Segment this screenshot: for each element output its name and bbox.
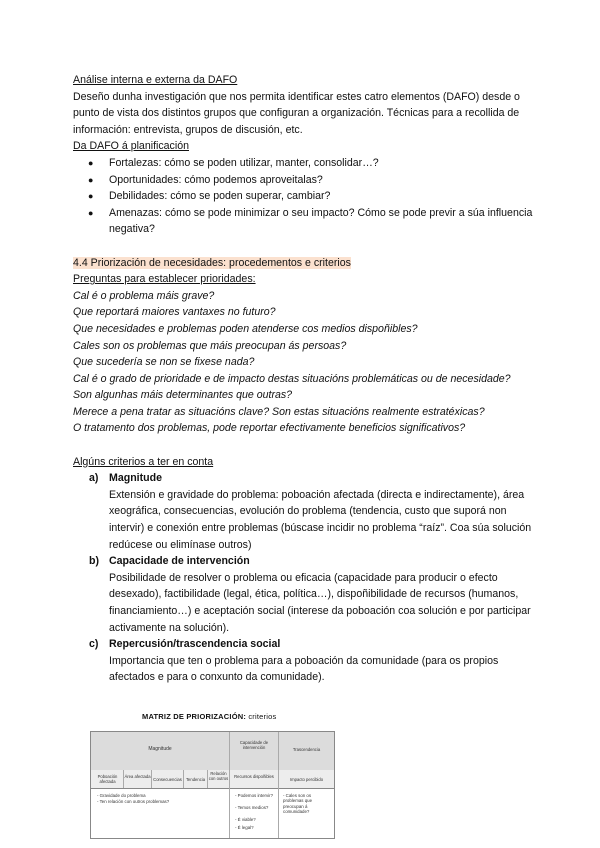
dafo-intro: Deseño dunha investigación que nos permita identificar estes catro elementos (DAFO) desde o punto de vista dos distintos grupos que configuran a organización. Técnicas para a recollida de información: entrevista, grupos de discusión, etc.: [73, 90, 520, 136]
matrix-sub-poboacion: Poboación afectada: [97, 774, 118, 784]
matrix-cell-right: - Cales son os problemas que preocupan á comunidade?: [283, 793, 313, 815]
criteria-title: Magnitude: [109, 472, 162, 485]
list-item: ● Amenazas: cómo se pode minimizar o seu impacto? Cómo se pode previr a súa influencia negativa?: [73, 205, 533, 238]
list-item: ● Oportunidades: cómo podemos aproveitalas?: [73, 172, 533, 189]
matrix-cell-mid-3: - É viable?: [235, 817, 256, 822]
matrix-sub-area: Área afectada: [124, 774, 151, 779]
question-item: Cales son os problemas que máis preocupan ás persoas?: [73, 339, 347, 352]
criteria-item: [73, 636, 533, 686]
criteria-item: [73, 553, 533, 636]
question-item: Cal é o problema máis grave?: [73, 289, 215, 302]
criteria-heading: Algúns criterios a ter en conta: [73, 455, 214, 468]
criteria-list: [73, 470, 533, 686]
criteria-item: [73, 470, 533, 553]
matrix-cell-left-2: - Ten relación con outros problemas?: [97, 799, 170, 804]
document-body: [73, 72, 533, 686]
priorization-matrix-figure: [90, 712, 333, 837]
question-item: Que reportará maiores vantaxes no futuro?: [73, 306, 276, 319]
criteria-marker: b): [89, 555, 99, 568]
criteria-title: Capacidade de intervención: [109, 555, 250, 568]
matrix-cell-mid-2: - Temos medios?: [235, 805, 269, 810]
questions-heading: Preguntas para establecer prioridades:: [73, 273, 256, 286]
matrix-sub-tendencia: Tendencia: [185, 777, 206, 782]
dafo-heading: Análise interna e externa da DAFO: [73, 74, 238, 86]
matrix-table: [90, 731, 335, 839]
dafo-bullet-list: [73, 155, 533, 238]
criteria-text: Extensión e gravidade do problema: poboación afectada (directa e indirectamente), área xeográfica, consecuencias, evolución do problema (tendencia, custo que suporá non intervir) e conexión entre problemas (búscase incidir no problema “raíz”. Coa súa solución redúcese ou elimínase outros): [109, 488, 532, 551]
matrix-sub-relacion: Relación con outros: [208, 771, 229, 781]
matrix-title-suffix: criterios: [248, 712, 277, 721]
matrix-sub-consecuencias: Consecuencias: [153, 777, 182, 782]
matrix-cell-mid-4: - É legal?: [235, 825, 254, 830]
matrix-sub-recursos: Recursos dispoñibles: [234, 774, 274, 779]
section-title: 4.4 Priorización de necesidades: procedementos e criterios: [73, 256, 351, 269]
criteria-text: Importancia que ten o problema para a poboación da comunidade (para os propios afectados e para o conxunto da comunidade).: [109, 654, 499, 684]
matrix-cell-mid-1: - Podemos intervir?: [235, 793, 274, 798]
list-item: ● Debilidades: cómo se poden superar, cambiar?: [73, 188, 533, 205]
matrix-sub-impacto: Impacto percibido: [289, 777, 324, 782]
question-item: O tratamento dos problemas, pode reportar efectivamente beneficios significativos?: [73, 422, 466, 435]
criteria-title: Repercusión/trascendencia social: [109, 638, 281, 651]
question-item: Son algunhas máis determinantes que outras?: [73, 389, 293, 402]
question-item: Que necesidades e problemas poden atenderse cos medios dispoñibles?: [73, 322, 418, 335]
dafo-subheading: Da DAFO á planificación: [73, 140, 189, 153]
matrix-col-capacidade: Capacidade de intervención: [239, 740, 269, 750]
criteria-marker: c): [89, 638, 99, 651]
question-item: Que sucedería se non se fixese nada?: [73, 356, 255, 369]
question-item: Cal é o grado de prioridade e de impacto destas situacións problemáticas ou de necesidade?: [73, 372, 511, 385]
matrix-title: MATRIZ DE PRIORIZACIÓN: criterios: [142, 712, 277, 721]
list-item: ● Fortalezas: cómo se poden utilizar, manter, consolidar…?: [73, 155, 533, 172]
question-item: Merece a pena tratar as situacións clave? Son estas situacións realmente estratéxicas?: [73, 405, 485, 418]
matrix-col-trascendencia: Trascendencia: [292, 747, 321, 752]
criteria-marker: a): [89, 472, 99, 485]
matrix-col-magnitude: Magnitude: [148, 746, 172, 752]
matrix-cell-left-1: - Gravidade do problema: [97, 793, 146, 798]
criteria-text: Posibilidade de resolver o problema ou eficacia (capacidade para producir o efecto desexado), factibilidade (legal, ética, política…), dispoñibilidade de recursos (humanos, financiamiento…) e aceptación social (interese da poboación coa solución e por participar activamente na solución).: [109, 571, 531, 634]
